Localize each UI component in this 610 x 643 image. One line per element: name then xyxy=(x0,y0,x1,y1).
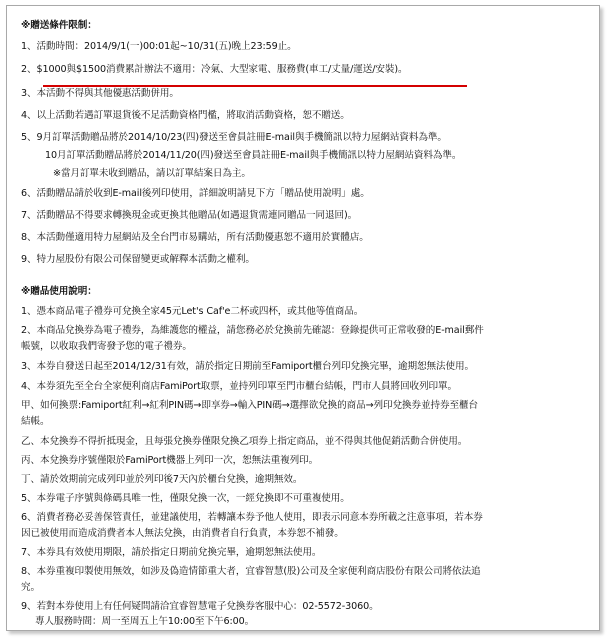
gift-terms-heading: ※贈送條件限制： xyxy=(21,20,97,31)
usage-line-8b: 究。 xyxy=(21,582,40,593)
terms-line-6: 6、活動贈品請於收到E-mail後列印使用，詳細說明請見下方「贈品使用說明」處。 xyxy=(21,188,370,199)
usage-line-ding: 丁、請於效期前完成列印並於列印後7天內於櫃台兌換，逾期無效。 xyxy=(21,474,303,485)
terms-line-5b: 10月訂單活動贈品將於2014/11/20(四)發送至會員註冊E-mail與手機簡訊以特力屋網站資料為準。 xyxy=(45,150,462,161)
terms-document xyxy=(6,5,600,631)
usage-line-jia-b: 結帳。 xyxy=(21,416,50,427)
terms-line-4: 4、以上活動若遇訂單退貨後不足活動資格門檻，將取消活動資格，恕不贈送。 xyxy=(21,110,350,121)
terms-line-3: 3、本活動不得與其他優惠活動併用。 xyxy=(21,88,179,99)
terms-line-5: 5、9月訂單活動贈品將於2014/10/23(四)發送至會員註冊E-mail與手機簡訊以特力屋網站資料為準。 xyxy=(21,132,447,143)
usage-line-bing: 丙、本兌換券序號僅限於FamiPort機器上列印一次，恕無法重複列印。 xyxy=(21,455,319,466)
terms-line-9: 9、特力屋股份有限公司保留變更或解釋本活動之權利。 xyxy=(21,254,255,265)
usage-line-2b: 帳號，以收取我們寄發予您的電子禮券。 xyxy=(21,341,192,352)
usage-line-1: 1、憑本商品電子禮券可兌換全家45元Let's Caf'e二杯或四杯，或其他等值商品。 xyxy=(21,306,364,317)
usage-line-2: 2、本商品兌換券為電子禮券，為維護您的權益，請您務必於兌換前先確認：登錄提供可正常收發的E-mail郵件 xyxy=(21,325,484,336)
usage-line-6: 6、消費者務必妥善保管責任，並建議使用，若轉讓本券予他人使用，即表示同意本券所載之注意事項，若本券 xyxy=(21,512,483,523)
usage-line-jia: 甲、如何換票:Famiport紅利→紅利PIN碼→即享券→輸入PIN碼→選擇欲兌換的商品→列印兌換券並持券至櫃台 xyxy=(21,400,478,411)
usage-line-5: 5、本券電子序號與條碼具唯一性，僅限兌換一次，一經兌換即不可重複使用。 xyxy=(21,493,350,504)
terms-line-7: 7、活動贈品不得要求轉換現金或更換其他贈品(如遇退貨需連同贈品一同退回)。 xyxy=(21,210,358,221)
usage-line-9: 9、若對本券使用上有任何疑問請洽宜睿智慧電子兌換券客服中心：02-5572-3060。 xyxy=(21,601,379,612)
terms-line-1: 1、活動時間：2014/9/1(一)00:01起~10/31(五)晚上23:59止。 xyxy=(21,41,297,52)
gift-usage-heading: ※贈品使用說明： xyxy=(21,286,97,297)
usage-line-8: 8、本券重複印製使用無效，如涉及偽造情節重大者，宜睿智慧(股)公司及全家便利商店股份有限公司將依法追 xyxy=(21,566,481,577)
terms-line-8: 8、本活動僅適用特力屋網站及全台門市易購站，所有活動優惠恕不適用於實體店。 xyxy=(21,232,369,243)
terms-note: ※當月訂單未收到贈品，請以訂單結案日為主。 xyxy=(53,168,251,179)
usage-line-4: 4、本券須先至全台全家便利商店FamiPort取票，並持列印單至門市櫃台結帳，門市人員將回收列印單。 xyxy=(21,381,457,392)
usage-line-yi: 乙、本兌換券不得折抵現金，且每張兌換券僅限兌換乙項券上指定商品，並不得與其他促銷活動合併使用。 xyxy=(21,436,468,447)
usage-line-3: 3、本券自發送日起至2014/12/31有效，請於指定日期前至Famiport櫃台列印兌換完畢，逾期恕無法使用。 xyxy=(21,361,474,372)
usage-line-6b: 因已被使用而造成消費者本人無法兌換，由消費者自行負責，本券恕不補發。 xyxy=(21,528,344,539)
highlight-underline xyxy=(43,85,467,87)
usage-service-hours: 專人服務時間：周一至周五上午10:00至下午6:00。 xyxy=(35,616,255,627)
usage-line-7: 7、本券具有效使用期限，請於指定日期前兌換完畢，逾期恕無法使用。 xyxy=(21,547,322,558)
terms-line-2: 2、$1000與$1500消費累計辦法不適用：冷氣、大型家電、服務費(車工/丈量/運送/安裝)。 xyxy=(21,64,408,75)
